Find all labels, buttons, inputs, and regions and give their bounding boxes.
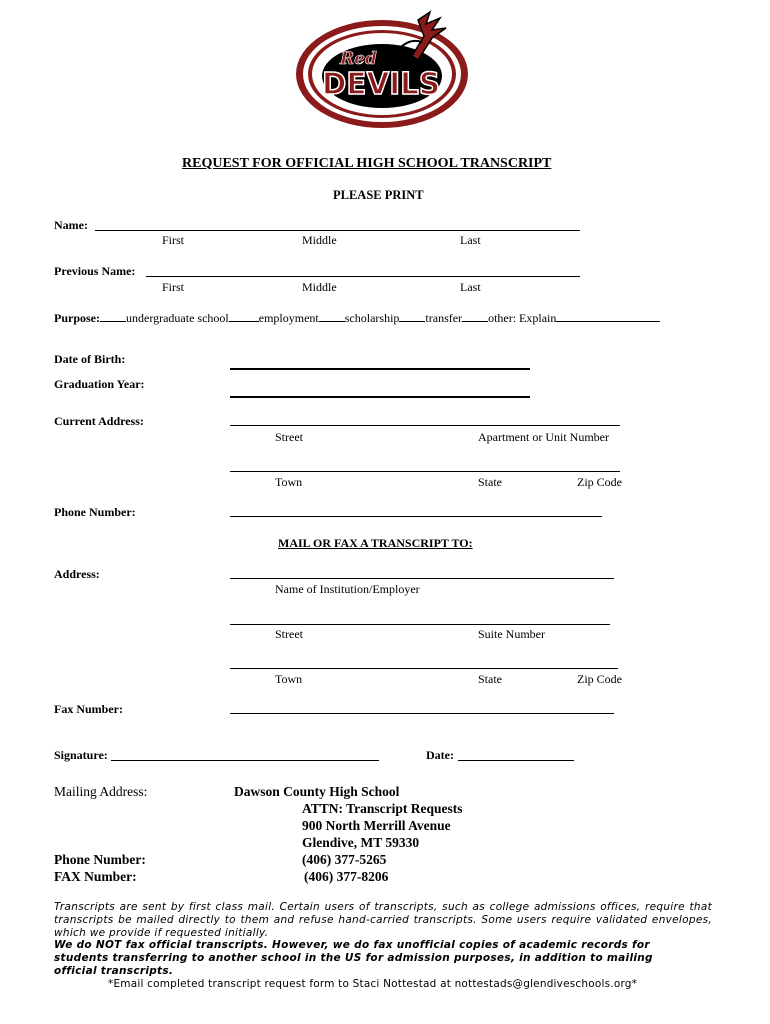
purpose-option-transfer: transfer xyxy=(425,311,463,325)
dob-label: Date of Birth: xyxy=(54,352,126,366)
send-address-label: Address: xyxy=(54,567,100,581)
institution-input-line[interactable] xyxy=(230,578,614,579)
purpose-explain-line[interactable] xyxy=(556,311,660,322)
mailing-street: 900 North Merrill Avenue xyxy=(302,818,451,833)
footer-email-note: *Email completed transcript request form to Staci Nottestad at nottestads@glendiveschools.org* xyxy=(108,978,638,990)
mailing-address-label: Mailing Address: xyxy=(54,784,148,799)
send-street-caption: Street xyxy=(275,627,303,641)
purpose-option-other: other: Explain xyxy=(488,311,557,325)
purpose-check-transfer[interactable] xyxy=(399,311,425,322)
previous-name-last-caption: Last xyxy=(460,280,481,294)
current-address-town-line[interactable] xyxy=(230,471,620,472)
purpose-option-scholarship: scholarship xyxy=(344,311,400,325)
mailing-attn: ATTN: Transcript Requests xyxy=(302,801,463,816)
purpose-option-employment: employment xyxy=(258,311,319,325)
current-address-street-caption: Street xyxy=(275,430,303,444)
current-address-state-caption: State xyxy=(478,475,502,489)
current-address-label: Current Address: xyxy=(54,414,144,428)
previous-name-middle-caption: Middle xyxy=(302,280,337,294)
purpose-option-undergraduate: undergraduate school xyxy=(126,311,229,325)
mailing-phone: (406) 377-5265 xyxy=(302,852,387,867)
date-input-line[interactable] xyxy=(458,760,574,761)
mailing-school-name: Dawson County High School xyxy=(234,784,400,799)
footer-paragraph-2: We do NOT fax official transcripts. However, we do fax unofficial copies of academic records for students transferring to another school in the US for admission purposes, in addition to mailing official transcripts. xyxy=(54,939,653,977)
purpose-check-undergraduate[interactable] xyxy=(100,311,126,322)
phone-input-line[interactable] xyxy=(230,516,602,517)
logo-main-text: DEVILS xyxy=(322,67,440,102)
send-state-caption: State xyxy=(478,672,502,686)
previous-name-first-caption: First xyxy=(162,280,185,294)
send-town-input-line[interactable] xyxy=(230,668,618,669)
previous-name-label: Previous Name: xyxy=(54,264,136,278)
send-suite-caption: Suite Number xyxy=(478,627,545,641)
purpose-check-scholarship[interactable] xyxy=(319,311,345,322)
send-street-input-line[interactable] xyxy=(230,624,610,625)
mailing-city: Glendive, MT 59330 xyxy=(302,835,420,850)
mailing-fax: (406) 377-8206 xyxy=(304,869,389,884)
red-devils-logo-graphic xyxy=(290,8,480,132)
send-zip-caption: Zip Code xyxy=(577,672,622,686)
purpose-row xyxy=(54,311,660,326)
mailing-phone-label: Phone Number: xyxy=(54,852,146,867)
signature-label: Signature: xyxy=(54,748,108,762)
phone-label: Phone Number: xyxy=(54,505,136,519)
please-print-note: PLEASE PRINT xyxy=(333,188,424,202)
purpose-label: Purpose: xyxy=(54,311,100,325)
fax-input-line[interactable] xyxy=(230,713,614,714)
mail-fax-heading: MAIL OR FAX A TRANSCRIPT TO: xyxy=(278,536,473,550)
purpose-check-other[interactable] xyxy=(462,311,488,322)
name-last-caption: Last xyxy=(460,233,481,247)
grad-year-label: Graduation Year: xyxy=(54,377,145,391)
dob-input-line[interactable] xyxy=(230,368,530,370)
current-address-apartment-caption: Apartment or Unit Number xyxy=(478,430,609,444)
institution-caption: Name of Institution/Employer xyxy=(275,582,420,596)
school-logo xyxy=(290,8,480,132)
page-title: REQUEST FOR OFFICIAL HIGH SCHOOL TRANSCRIPT xyxy=(182,156,552,171)
name-label: Name: xyxy=(54,218,88,232)
current-address-street-line[interactable] xyxy=(230,425,620,426)
fax-label: Fax Number: xyxy=(54,702,123,716)
name-middle-caption: Middle xyxy=(302,233,337,247)
signature-input-line[interactable] xyxy=(111,760,379,761)
purpose-check-employment[interactable] xyxy=(229,311,259,322)
name-first-caption: First xyxy=(162,233,185,247)
previous-name-input-line[interactable] xyxy=(146,276,580,277)
date-label: Date: xyxy=(426,748,454,762)
name-input-line[interactable] xyxy=(95,230,580,231)
send-town-caption: Town xyxy=(275,672,303,686)
current-address-zip-caption: Zip Code xyxy=(577,475,622,489)
grad-year-input-line[interactable] xyxy=(230,396,530,398)
logo-script-text: Red xyxy=(340,49,377,69)
mailing-fax-label: FAX Number: xyxy=(54,869,137,884)
current-address-town-caption: Town xyxy=(275,475,303,489)
footer-paragraph-1: Transcripts are sent by first class mail. Certain users of transcripts, such as college admissions offices, require that transcripts be mailed directly to them and refuse hand-carried transcripts. Some users require validated envelopes, which we provide if requested initially. xyxy=(54,901,712,939)
